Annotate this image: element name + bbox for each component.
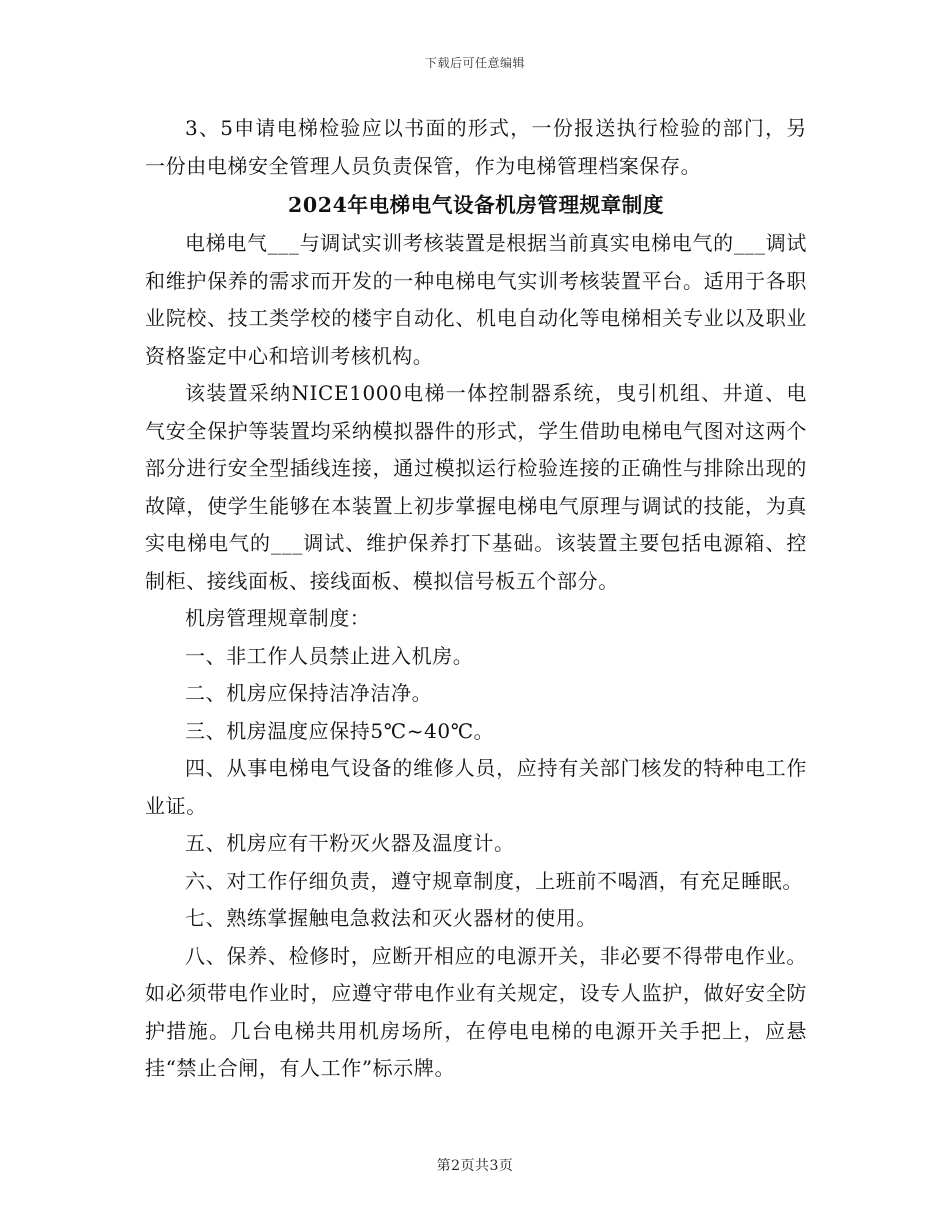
paragraph-device-system: 该装置采纳NICE1000电梯一体控制器系统，曳引机组、井道、电气安全保护等装置均采纳模拟器件的形式，学生借助电梯电气图对这两个部分进行安全型插线连接，通过模拟运行检验连接的正确性与排除出现的故障，使学生能够在本装置上初步掌握电梯电气原理与调试的技能，为真实电梯电气的___调试、维护保养打下基础。该装置主要包括电源箱、控制柜、接线面板、接线面板、模拟信号板五个部分。 — [145, 381, 807, 593]
rule-item-2: 二、机房应保持洁净洁净。 — [185, 681, 433, 705]
rule-item-8: 八、保养、检修时，应断开相应的电源开关，非必要不得带电作业。如必须带电作业时，应遵守带电作业有关规定，设专人监护，做好安全防护措施。几台电梯共用机房场所，在停电电梯的电源开关手把上，应悬挂“禁止合闸，有人工作”标示牌。 — [145, 943, 807, 1080]
page-header-note: 下载后可任意编辑 — [424, 56, 525, 70]
document-body — [145, 110, 807, 1088]
paragraph-rules-heading: 机房管理规章制度： — [185, 606, 371, 630]
rule-item-7: 七、熟练掌握触电急救法和灭火器材的使用。 — [185, 906, 597, 930]
rule-item-5: 五、机房应有干粉灭火器及温度计。 — [185, 831, 515, 855]
rule-item-1: 一、非工作人员禁止进入机房。 — [185, 643, 474, 668]
document-title: 2024年电梯电气设备机房管理规章制度 — [288, 193, 664, 217]
paragraph-device-overview: 电梯电气___与调试实训考核装置是根据当前真实电梯电气的___调试和维护保养的需求而开发的一种电梯电气实训考核装置平台。适用于各职业院校、技工类学校的楼宇自动化、机电自动化等电梯相关专业以及职业资格鉴定中心和培训考核机构。 — [145, 231, 807, 368]
rule-item-4: 四、从事电梯电气设备的维修人员，应持有关部门核发的特种电工作业证。 — [145, 756, 807, 818]
intro-paragraph: 3、5申请电梯检验应以书面的形式，一份报送执行检验的部门，另一份由电梯安全管理人员负责保管，作为电梯管理档案保存。 — [145, 116, 807, 178]
rule-item-3: 三、机房温度应保持5℃~40℃。 — [185, 718, 495, 743]
rule-item-6: 六、对工作仔细负责，遵守规章制度，上班前不喝酒，有充足睡眠。 — [185, 868, 803, 893]
page-number: 第2页共3页 — [436, 1158, 514, 1174]
